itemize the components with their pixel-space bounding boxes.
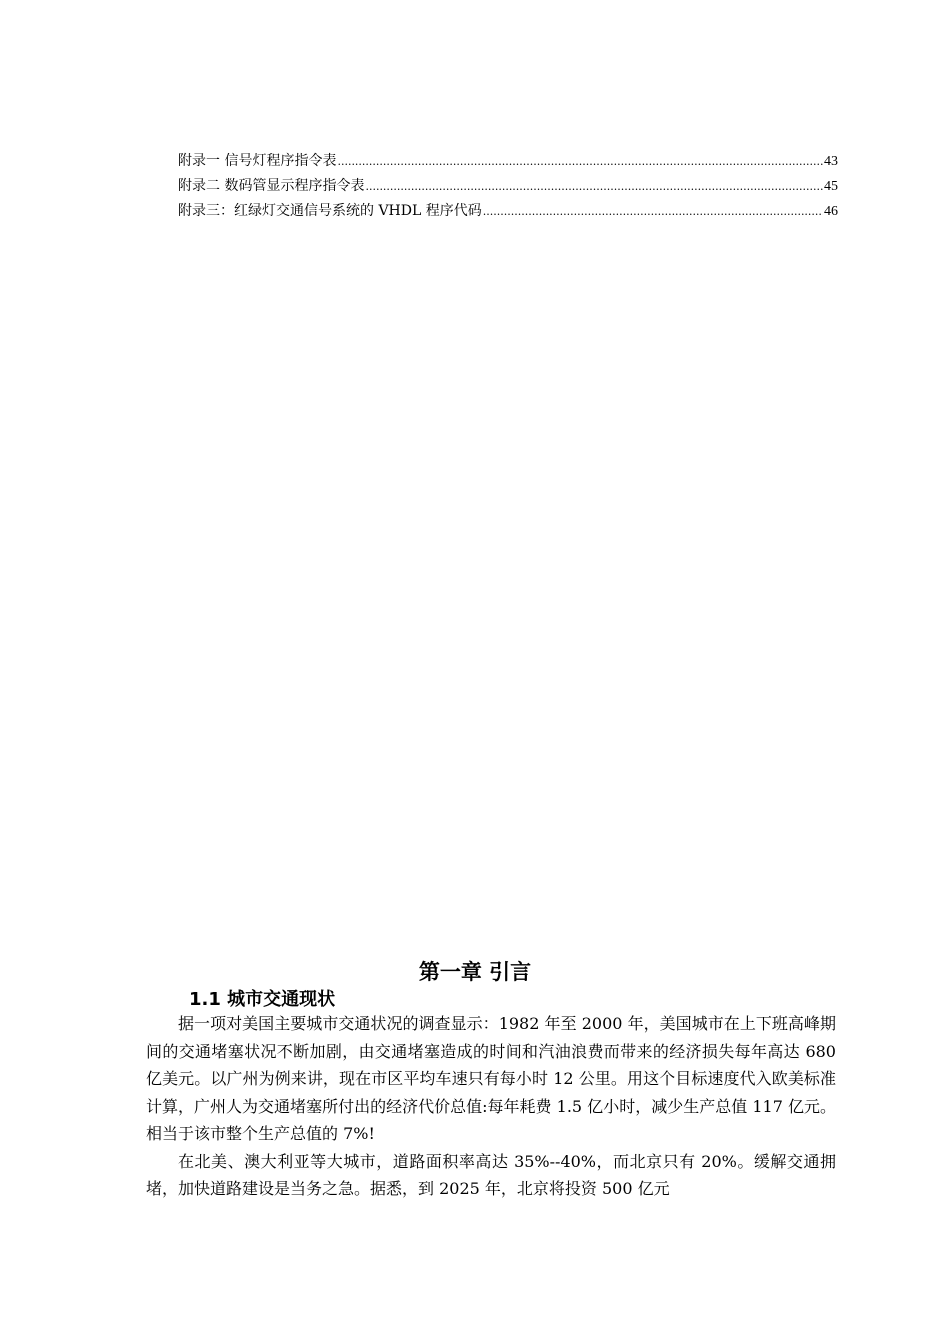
paragraph: 在北美、澳大利亚等大城市，道路面积率高达 35%--40%，而北京只有 20%。缓解交通拥堵，加快道路建设是当务之急。据悉，到 2025 年，北京将投资 500 亿元	[146, 1151, 836, 1198]
section-title: 1.1 城市交通现状	[189, 989, 336, 1010]
toc-leader-dots	[483, 205, 823, 218]
toc-entry-page: 43	[824, 154, 838, 169]
toc-entry-title: 附录一 信号灯程序指令表	[178, 153, 337, 169]
toc-entry-title: 附录三：红绿灯交通信号系统的 VHDL 程序代码	[178, 203, 482, 219]
toc-entry[interactable]	[178, 175, 838, 200]
toc-entry-title: 附录二 数码管显示程序指令表	[178, 178, 365, 194]
paragraph: 据一项对美国主要城市交通状况的调查显示：1982 年至 2000 年，美国城市在上下班高峰期间的交通堵塞状况不断加剧，由交通堵塞造成的时间和汽油浪费而带来的经济损失每年高达 680 亿美元。以广州为例来讲，现在市区平均车速只有每小时 12 公里。用这个目标速度代入欧美标准计算，广州人为交通堵塞所付出的经济代价总值:每年耗费 1.5 亿小时，减少生产总值 117 亿元。相当于该市整个生产总值的 7%!	[146, 1014, 836, 1143]
chapter-title: 第一章 引言	[418, 960, 532, 984]
toc-entry[interactable]	[178, 200, 838, 225]
toc-entry-page: 46	[824, 204, 838, 219]
table-of-contents	[178, 150, 838, 225]
body-text	[146, 1010, 836, 1203]
toc-leader-dots	[337, 155, 823, 168]
toc-leader-dots	[365, 180, 823, 193]
toc-entry[interactable]	[178, 150, 838, 175]
toc-entry-page: 45	[824, 179, 838, 194]
